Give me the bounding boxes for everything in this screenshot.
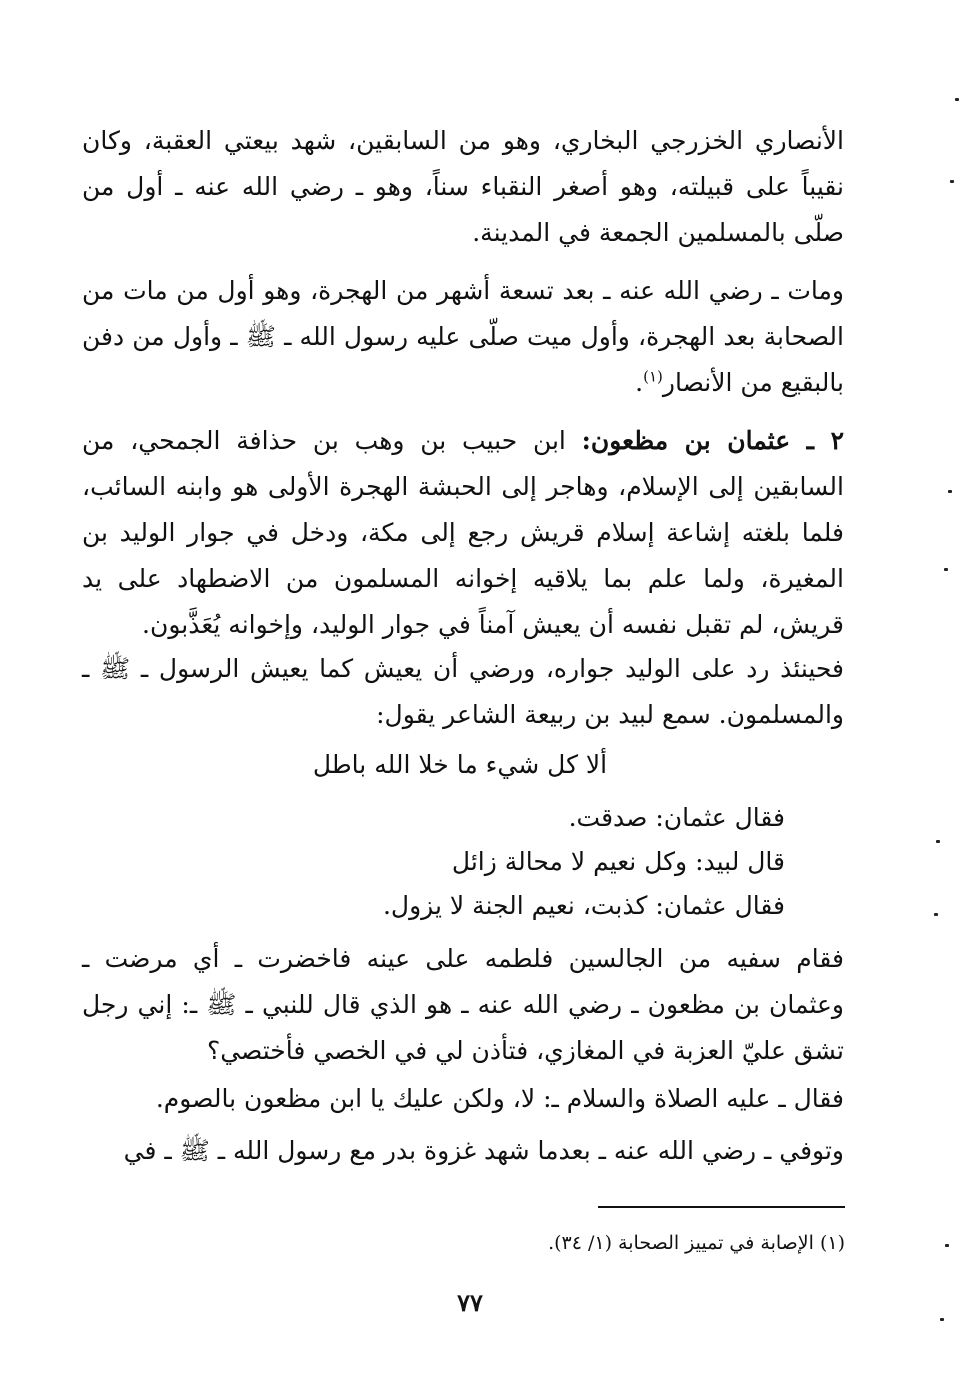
dialog-line-3: فقال عثمان: كذبت، نعيم الجنة لا يزول.	[382, 891, 785, 920]
scan-speck	[950, 180, 954, 183]
footnote-divider	[598, 1206, 845, 1208]
scan-speck	[934, 913, 938, 916]
paragraph-4	[82, 646, 844, 738]
poem-verse: ألا كل شيء ما خلا الله باطل	[312, 750, 608, 779]
paragraph-1-text: الأنصاري الخزرجي البخاري، وهو من السابقين، شهد بيعتي العقبة، وكان نقيباً على قبيلته، وهو أصغر النقباء سناً، وهو ـ رضي الله عنه ـ أول من صلّى بالمسلمين الجمعة في المدينة.	[82, 126, 844, 247]
paragraph-6-text: فقال ـ عليه الصلاة والسلام ـ: لا، ولكن عليك يا ابن مظعون بالصوم.	[155, 1084, 844, 1113]
scan-speck	[940, 1318, 944, 1321]
paragraph-2-text: ومات ـ رضي الله عنه ـ بعد تسعة أشهر من الهجرة، وهو أول من مات من الصحابة بعد الهجرة، وأول ميت صلّى عليه رسول الله ـ ﷺ ـ وأول من دفن بالبقيع من الأنصار	[82, 276, 844, 397]
scan-speck	[944, 568, 948, 571]
scan-speck	[945, 1244, 949, 1247]
scan-speck	[955, 98, 959, 101]
paragraph-3-text: ابن حبيب بن وهب بن حذافة الجمحي، من السابقين إلى الإسلام، وهاجر إلى الحبشة الهجرة الأولى هو وابنه السائب، فلما بلغته إشاعة إسلام قريش رجع إلى مكة، ودخل في جوار الوليد بن المغيرة، ولما علم بما يلاقيه إخوانه المسلمون من الاضطهاد على يد قريش، لم تقبل نفسه أن يعيش آمناً في جوار الوليد، وإخوانه يُعَذَّبون.	[82, 426, 844, 639]
paragraph-7	[82, 1128, 844, 1174]
paragraph-6	[82, 1076, 844, 1122]
scan-speck	[948, 490, 952, 493]
dialog-block	[200, 796, 785, 928]
paragraph-7-text: وتوفي ـ رضي الله عنه ـ بعدما شهد غزوة بدر مع رسول الله ـ ﷺ ـ في	[123, 1136, 844, 1165]
footnote: (١) الإصابة في تمييز الصحابة (١/ ٣٤).	[548, 1232, 845, 1254]
dialog-line-1: فقال عثمان: صدقت.	[568, 803, 785, 832]
page-number: ٧٧	[457, 1288, 483, 1317]
paragraph-3	[82, 418, 844, 648]
dialog-line-2: قال لبيد: وكل نعيم لا محالة زائل	[451, 847, 785, 876]
footnote-reference: (١)	[643, 367, 663, 386]
paragraph-1	[82, 118, 844, 256]
paragraph-5	[82, 936, 844, 1074]
paragraph-2	[82, 268, 844, 406]
paragraph-5-text: فقام سفيه من الجالسين فلطمه على عينه فاخضرت ـ أي مرضت ـ وعثمان بن مظعون ـ رضي الله عنه ـ هو الذي قال للنبي ـ ﷺ ـ: إني رجل تشق عليّ العزبة في المغازي، فتأذن لي في الخصي فأختصي؟	[82, 944, 844, 1065]
paragraph-4-text: فحينئذ رد على الوليد جواره، ورضي أن يعيش كما يعيش الرسول ـ ﷺ ـ والمسلمون. سمع لبيد بن ربيعة الشاعر يقول:	[82, 654, 844, 729]
scan-speck	[936, 840, 940, 843]
entry-heading: ٢ ـ عثمان بن مظعون:	[581, 426, 844, 455]
paragraph-2-end: .	[635, 368, 644, 397]
